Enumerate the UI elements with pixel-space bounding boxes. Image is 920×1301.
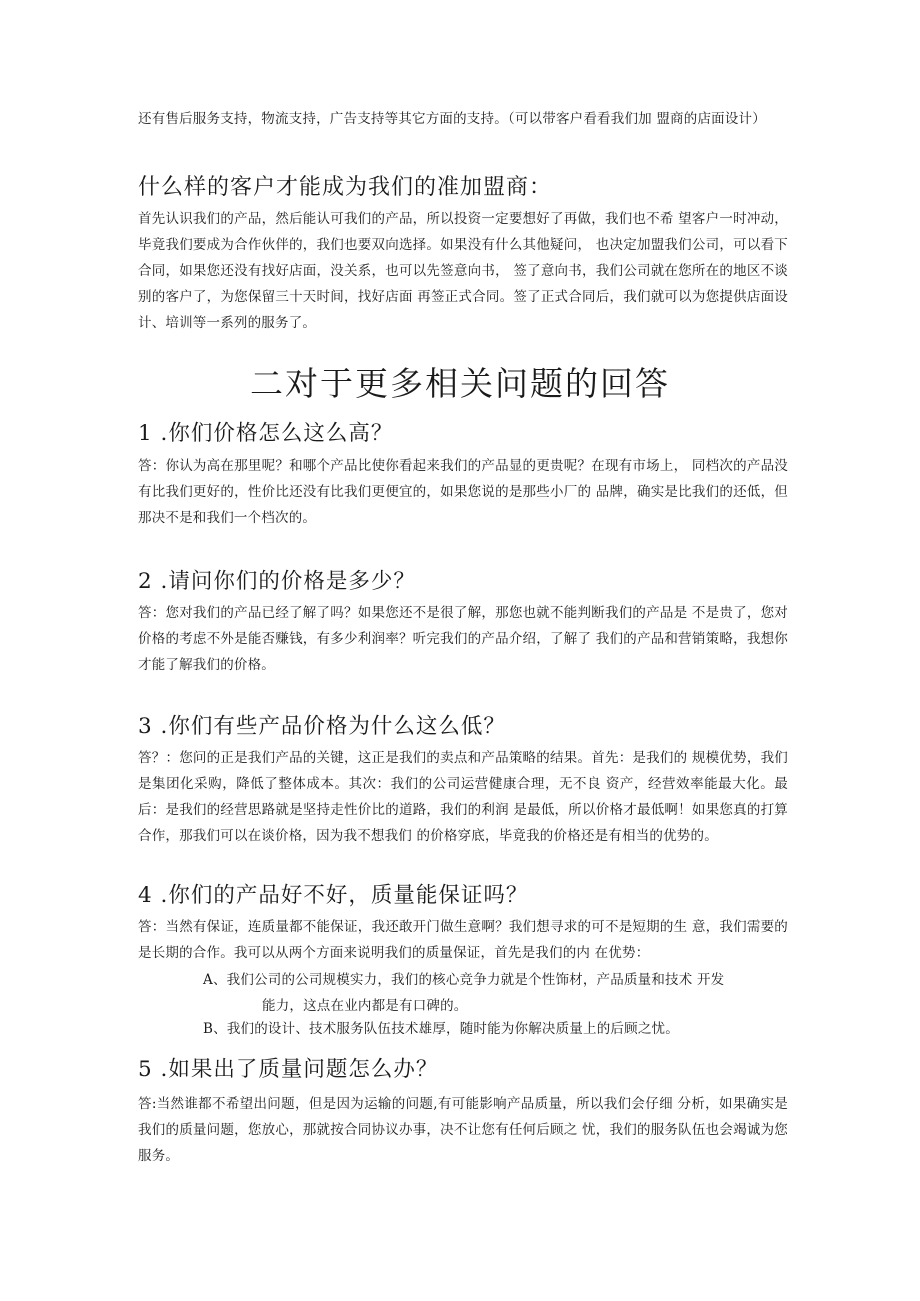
question-2-title: 2 .请问你们的价格是多少？ — [138, 569, 416, 594]
list-item-a: A、我们公司的公司规模实力，我们的核心竞争力就是个性饰材，产品质量和技术 开发 — [203, 972, 725, 988]
question-4-answer: 答：当然有保证，连质量都不能保证，我还敢开门做生意啊？我们想寻求的可不是短期的生 意，我们需要的是长期的合作。我可以从两个方面来说明我们的质量保证，首先是我们的内 在优势： — [138, 919, 788, 961]
customer-section-paragraph: 首先认识我们的产品，然后能认可我们的产品，所以投资一定要想好了再做，我们也不希 望客户一时冲动，毕竟我们要成为合作伙伴的，我们也要双向选择。如果没有什么其他疑问， 也决定加盟我们公司，可以看下合同，如果您还没有找好店面，没关系，也可以先签意向书， 签了意向书，我们公司就在您所在的地区不谈别的客户了，为您保留三十天时间，找好店面 再签正式合同。签了正式合同后，我们就可以为您提供店面设计、培训等一系列的服务了。 — [138, 211, 788, 331]
question-1-title: 1 .你们价格怎么这么高？ — [138, 421, 394, 446]
question-1-answer: 答：你认为高在那里呢？和哪个产品比使你看起来我们的产品显的更贵呢？在现有市场上， 同档次的产品没有比我们更好的，性价比还没有比我们更便宜的，如果您说的是那些小厂的 品牌，确实是比我们的还低，但那决不是和我们一个档次的。 — [138, 458, 788, 526]
list-item-a-continued: 能力，这点在业内都是有口碑的。 — [262, 998, 468, 1014]
list-item-b: B、我们的设计、技术服务队伍技术雄厚，随时能为你解决质量上的后顾之忧。 — [203, 1021, 679, 1037]
question-3-answer: 答？：您问的正是我们产品的关键，这正是我们的卖点和产品策略的结果。首先：是我们的 规模优势，我们是集团化采购，降低了整体成本。其次：我们的公司运营健康合理，无不良 资产，经营效率能最大化。最后：是我们的经营思路就是坚持走性价比的道路，我们的利润 是最低，所以价格才最低啊！如果您真的打算合作，那我们可以在谈价格，因为我不想我们 的价格穿底，毕竟我的价格还是有相当的优势的。 — [138, 750, 788, 844]
question-5-answer: 答:当然谁都不希望出问题，但是因为运输的问题,有可能影响产品质量，所以我们会仔细 分析，如果确实是我们的质量问题，您放心，那就按合同协议办事，决不让您有任何后顾之 忧，我们的服务队伍也会竭诚为您服务。 — [138, 1096, 788, 1164]
intro-paragraph: 还有售后服务支持，物流支持，广告支持等其它方面的支持。（可以带客户看看我们加 盟商的店面设计） — [138, 111, 766, 127]
question-4-title: 4 .你们的产品好不好，质量能保证吗？ — [138, 883, 529, 908]
question-2-answer: 答：您对我们的产品已经了解了吗？如果您还不是很了解，那您也就不能判断我们的产品是 不是贵了，您对价格的考虑不外是能否赚钱，有多少利润率？听完我们的产品介绍，了解了 我们的产品和营销策略，我想你才能了解我们的价格。 — [138, 605, 788, 673]
customer-section-heading: 什么样的客户才能成为我们的准加盟商： — [138, 175, 553, 200]
main-heading: 二对于更多相关问题的回答 — [250, 364, 670, 403]
question-3-title: 3 .你们有些产品价格为什么这么低？ — [138, 714, 506, 739]
question-5-title: 5 .如果出了质量问题怎么办？ — [138, 1057, 439, 1082]
